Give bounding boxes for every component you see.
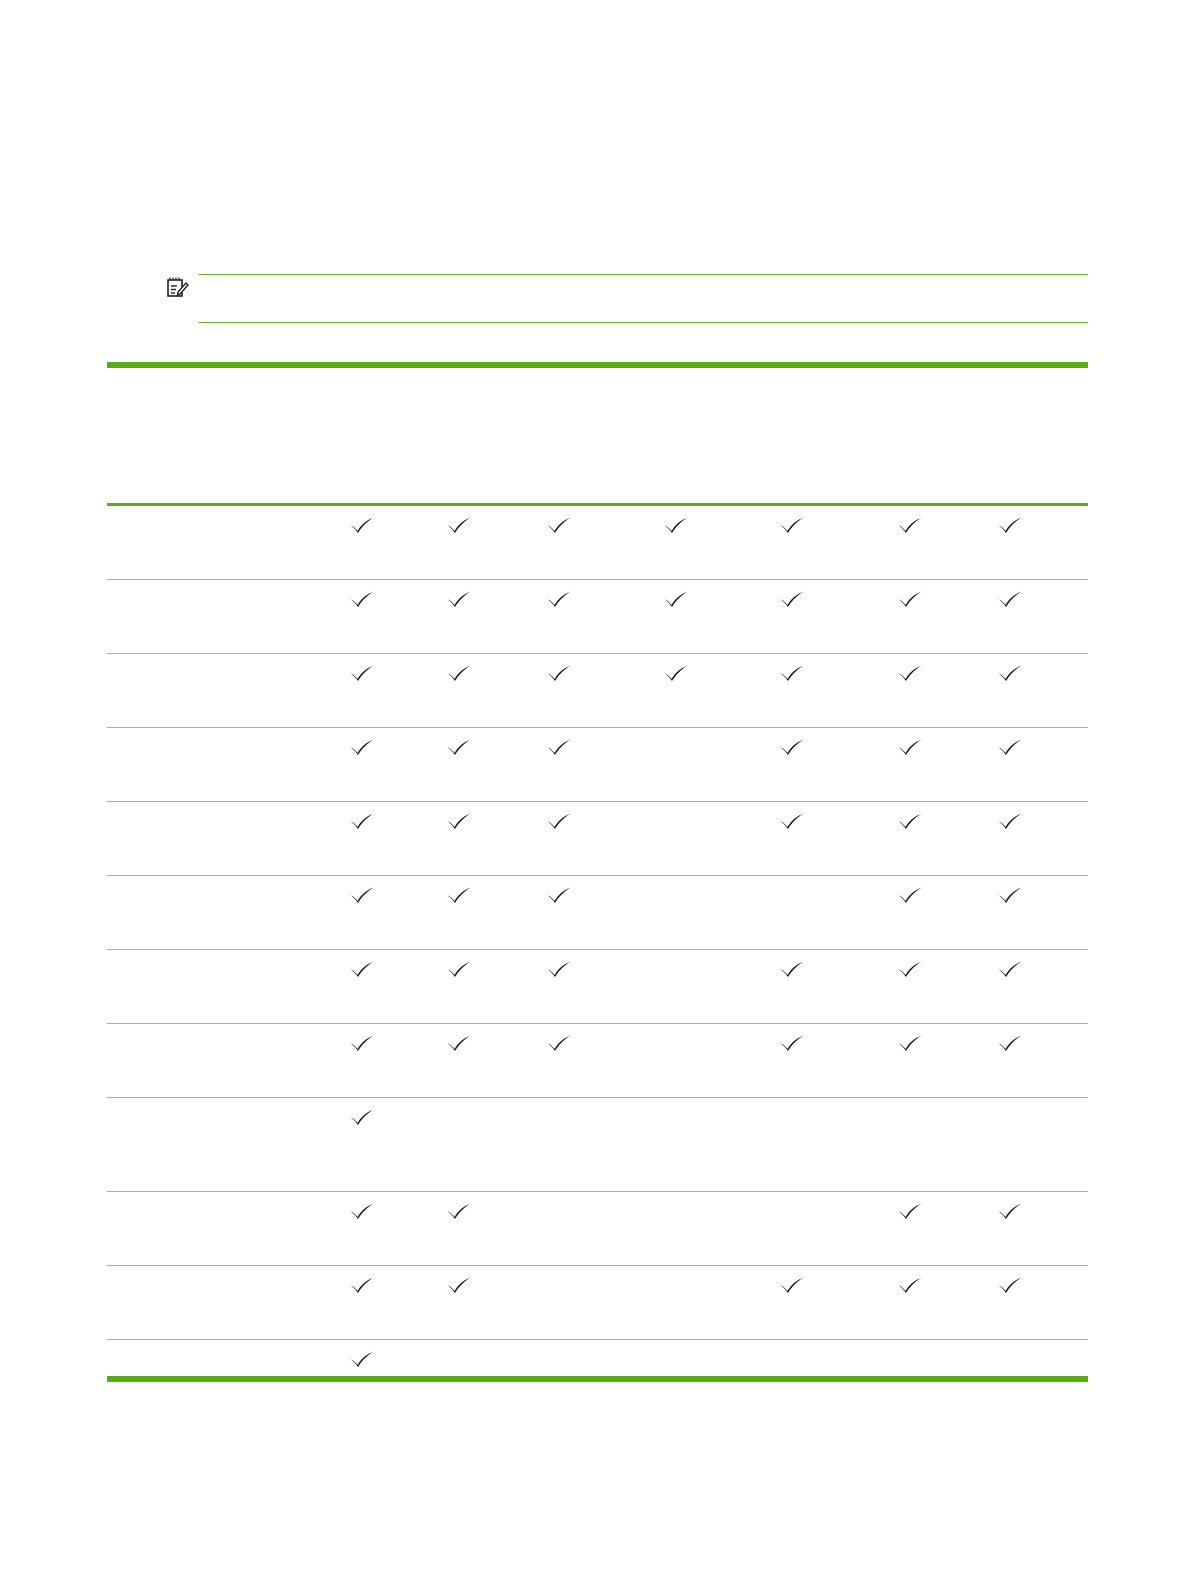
- check-mark-icon: [897, 590, 923, 608]
- check-mark-icon: [897, 886, 923, 904]
- note-bottom-rule: [199, 322, 1088, 323]
- note-top-rule: [199, 274, 1088, 275]
- table-bottom-rule: [107, 1376, 1088, 1382]
- check-mark-icon: [897, 516, 923, 534]
- check-mark-icon: [349, 812, 375, 830]
- note-icon: [166, 276, 190, 300]
- check-mark-icon: [663, 516, 689, 534]
- check-mark-icon: [997, 812, 1023, 830]
- table-row: [107, 950, 1088, 1024]
- table-row: [107, 1024, 1088, 1098]
- check-mark-icon: [349, 960, 375, 978]
- check-mark-icon: [997, 664, 1023, 682]
- check-mark-icon: [349, 1034, 375, 1052]
- check-mark-icon: [779, 590, 805, 608]
- check-mark-icon: [897, 960, 923, 978]
- check-mark-icon: [446, 516, 472, 534]
- table-header: [107, 368, 1088, 503]
- check-mark-icon: [779, 664, 805, 682]
- check-mark-icon: [897, 1034, 923, 1052]
- table-row: [107, 1266, 1088, 1340]
- check-mark-icon: [446, 1276, 472, 1294]
- check-mark-icon: [446, 812, 472, 830]
- check-mark-icon: [446, 664, 472, 682]
- check-mark-icon: [779, 1034, 805, 1052]
- note-callout: [166, 274, 1088, 324]
- check-mark-icon: [349, 886, 375, 904]
- check-mark-icon: [897, 812, 923, 830]
- table-row: [107, 1340, 1088, 1376]
- check-mark-icon: [663, 590, 689, 608]
- table-row: [107, 876, 1088, 950]
- check-mark-icon: [997, 738, 1023, 756]
- check-mark-icon: [997, 886, 1023, 904]
- check-mark-icon: [349, 590, 375, 608]
- check-mark-icon: [349, 1350, 375, 1368]
- table-row: [107, 1192, 1088, 1266]
- check-mark-icon: [349, 1108, 375, 1126]
- table-row: [107, 654, 1088, 728]
- check-mark-icon: [349, 1276, 375, 1294]
- check-mark-icon: [997, 516, 1023, 534]
- check-mark-icon: [546, 1034, 572, 1052]
- check-mark-icon: [546, 812, 572, 830]
- check-mark-icon: [546, 590, 572, 608]
- check-mark-icon: [897, 664, 923, 682]
- check-mark-icon: [779, 1276, 805, 1294]
- check-mark-icon: [446, 590, 472, 608]
- check-mark-icon: [779, 812, 805, 830]
- check-mark-icon: [997, 1034, 1023, 1052]
- check-mark-icon: [663, 664, 689, 682]
- check-mark-icon: [349, 516, 375, 534]
- check-mark-icon: [349, 1202, 375, 1220]
- table-row: [107, 802, 1088, 876]
- check-mark-icon: [897, 1202, 923, 1220]
- check-mark-icon: [997, 1276, 1023, 1294]
- check-mark-icon: [546, 664, 572, 682]
- check-mark-icon: [349, 664, 375, 682]
- check-mark-icon: [446, 1034, 472, 1052]
- check-mark-icon: [349, 738, 375, 756]
- check-mark-icon: [446, 960, 472, 978]
- table-row: [107, 506, 1088, 580]
- check-mark-icon: [897, 1276, 923, 1294]
- table-row: [107, 728, 1088, 802]
- check-mark-icon: [997, 1202, 1023, 1220]
- check-mark-icon: [779, 738, 805, 756]
- check-mark-icon: [779, 960, 805, 978]
- check-mark-icon: [997, 960, 1023, 978]
- check-mark-icon: [779, 516, 805, 534]
- support-table: [107, 506, 1088, 1376]
- check-mark-icon: [546, 516, 572, 534]
- table-row: [107, 1098, 1088, 1192]
- check-mark-icon: [546, 886, 572, 904]
- check-mark-icon: [446, 1202, 472, 1220]
- check-mark-icon: [546, 960, 572, 978]
- check-mark-icon: [897, 738, 923, 756]
- check-mark-icon: [446, 738, 472, 756]
- table-row: [107, 580, 1088, 654]
- check-mark-icon: [546, 738, 572, 756]
- check-mark-icon: [446, 886, 472, 904]
- check-mark-icon: [997, 590, 1023, 608]
